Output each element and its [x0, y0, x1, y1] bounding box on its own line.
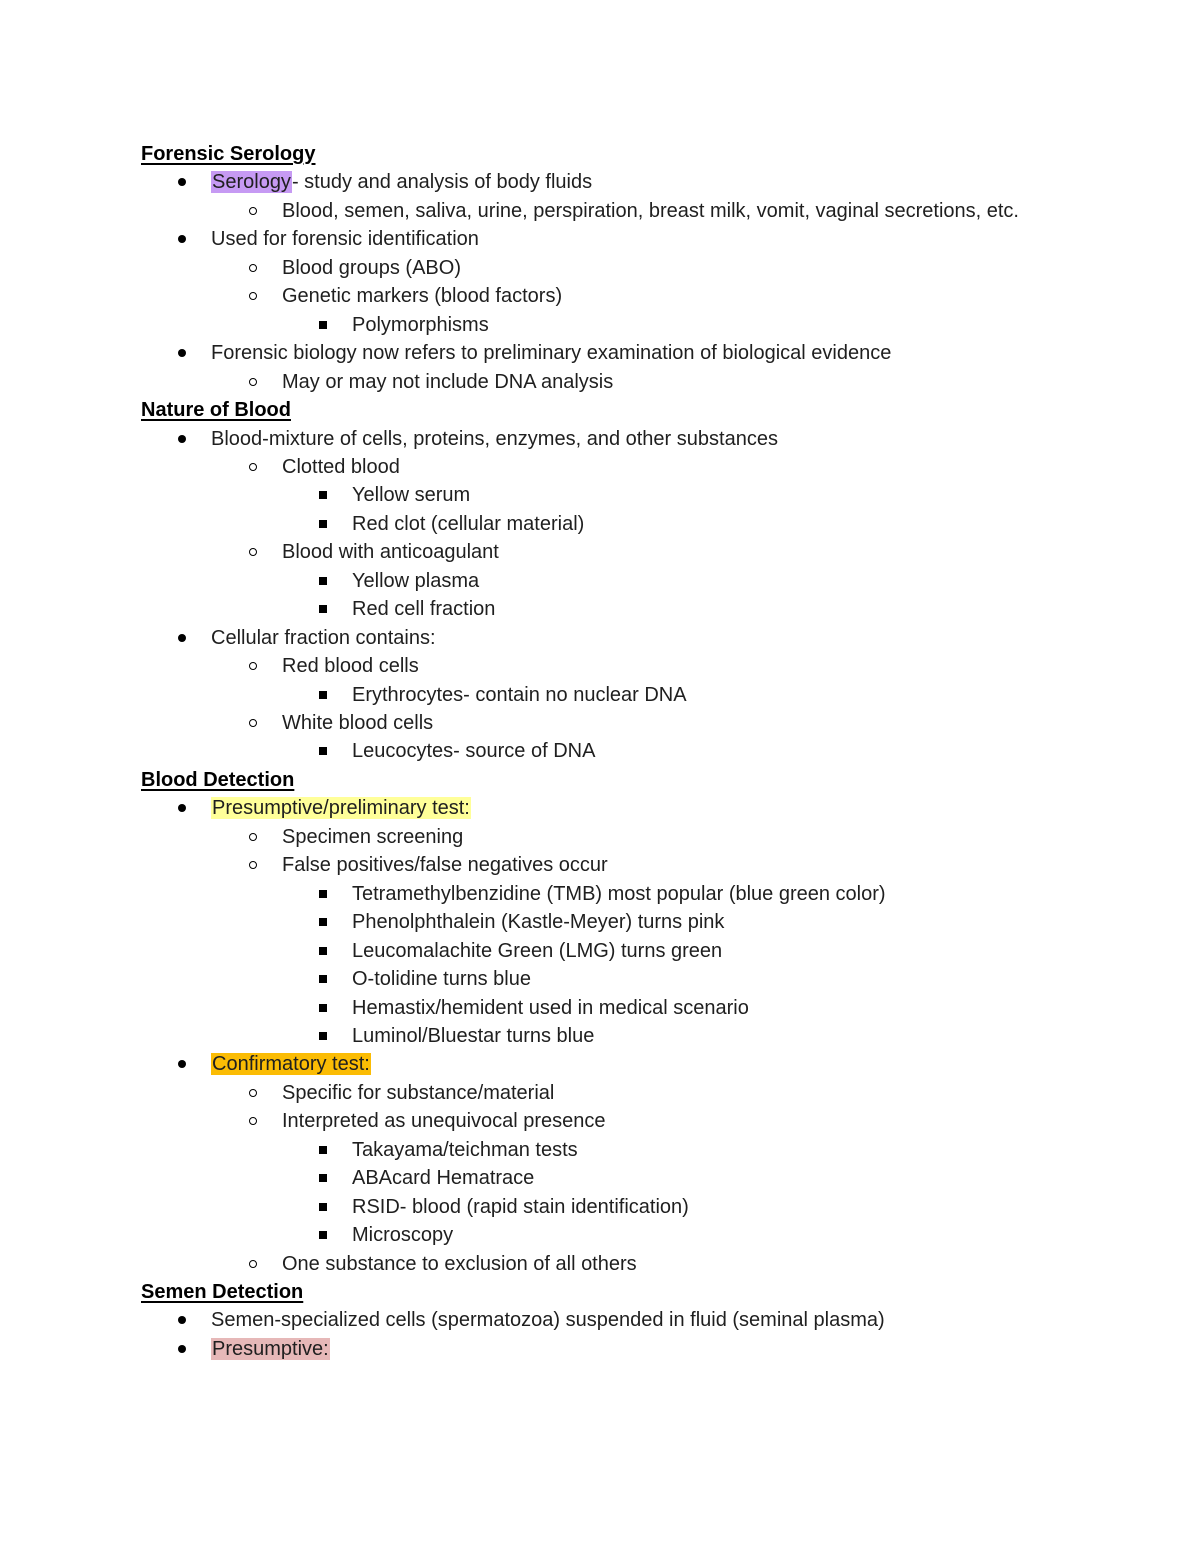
bullet-square-icon: [319, 1203, 327, 1211]
bullet-square-icon: [319, 321, 327, 329]
list-item-text: Genetic markers (blood factors): [282, 285, 563, 308]
bullet-disc-icon: [178, 1345, 186, 1353]
bullet-circle-icon: [249, 292, 257, 300]
highlighted-term: Presumptive/preliminary test:: [212, 797, 470, 820]
list-item: [211, 425, 778, 453]
section-heading: Blood Detection: [141, 768, 295, 791]
list-item: [282, 538, 499, 566]
list-item-text: White blood cells: [282, 712, 434, 734]
section-heading: Semen Detection: [141, 1281, 304, 1303]
list-item-text: Red clot (cellular material): [352, 512, 585, 535]
list-item-text: Specimen screening: [282, 825, 464, 848]
bullet-circle-icon: [249, 463, 257, 471]
list-item: [352, 481, 470, 509]
bullet-circle-icon: [249, 207, 257, 215]
list-item-text: Leucocytes- source of DNA: [352, 740, 596, 763]
bullet-disc-icon: [178, 349, 186, 357]
list-item-text: ABAcard Hematrace: [352, 1167, 535, 1190]
list-item: [282, 453, 400, 481]
list-item: [352, 1193, 689, 1221]
list-item-text: Blood groups (ABO): [282, 256, 461, 279]
list-item-text: Blood with anticoagulant: [282, 541, 499, 564]
list-item: [211, 794, 471, 822]
bullet-circle-icon: [249, 719, 257, 727]
list-item-text: Takayama/teichman tests: [352, 1138, 578, 1161]
list-item: [352, 937, 722, 965]
list-item-text: False positives/false negatives occur: [282, 854, 608, 877]
list-item: [352, 994, 749, 1022]
list-item: [211, 624, 436, 652]
bullet-circle-icon: [249, 662, 257, 670]
list-item-text: - study and analysis of body fluids: [291, 171, 593, 194]
list-item-text: O-tolidine turns blue: [352, 968, 531, 991]
list-item-text: Hemastix/hemident used in medical scenario: [352, 996, 749, 1019]
list-item: [282, 1250, 637, 1278]
bullet-square-icon: [319, 491, 327, 499]
list-item-text: Polymorphisms: [352, 313, 489, 336]
list-item: [211, 1335, 330, 1363]
bullet-square-icon: [319, 1174, 327, 1182]
list-item: [211, 1050, 371, 1078]
list-item-text: Microscopy: [352, 1224, 454, 1247]
list-item: [352, 1164, 534, 1192]
bullet-square-icon: [319, 1032, 327, 1040]
list-item-text: Forensic biology now refers to preliminary examination of biological evidence: [211, 342, 892, 365]
bullet-square-icon: [319, 605, 327, 613]
list-item: [282, 652, 419, 680]
bullet-square-icon: [319, 975, 327, 983]
list-item: [211, 225, 479, 253]
list-item: [282, 709, 433, 737]
bullet-square-icon: [319, 577, 327, 585]
list-item: [352, 1221, 453, 1249]
bullet-square-icon: [319, 890, 327, 898]
list-item: [211, 1306, 885, 1334]
bullet-square-icon: [319, 691, 327, 699]
highlighted-term: Confirmatory test:: [212, 1053, 370, 1076]
bullet-disc-icon: [178, 1060, 186, 1068]
bullet-disc-icon: [178, 435, 186, 443]
list-item-text: May or may not include DNA analysis: [282, 370, 614, 393]
bullet-circle-icon: [249, 378, 257, 386]
list-item-text: Yellow serum: [352, 484, 471, 507]
bullet-disc-icon: [178, 235, 186, 243]
list-item-text: Blood, semen, saliva, urine, perspiration, breast milk, vomit, vaginal secretions, etc.: [282, 199, 1019, 222]
bullet-disc-icon: [178, 634, 186, 642]
list-item: [352, 908, 724, 936]
bullet-disc-icon: [178, 178, 186, 186]
list-item: [211, 339, 891, 367]
list-item: [352, 311, 489, 339]
bullet-square-icon: [319, 918, 327, 926]
list-item-text: Yellow plasma: [352, 569, 480, 592]
list-item-text: Interpreted as unequivocal presence: [282, 1110, 606, 1133]
list-item: [352, 1136, 578, 1164]
bullet-disc-icon: [178, 804, 186, 812]
list-item-text: Tetramethylbenzidine (TMB) most popular (blue green color): [352, 882, 886, 905]
list-item: [282, 851, 608, 879]
list-item-text: Luminol/Bluestar turns blue: [352, 1024, 595, 1047]
list-item: [352, 567, 479, 595]
list-item-text: Used for forensic identification: [211, 228, 479, 251]
list-item: [282, 197, 1019, 225]
highlighted-term: Presumptive:: [212, 1337, 329, 1360]
bullet-circle-icon: [249, 1260, 257, 1268]
bullet-circle-icon: [249, 1089, 257, 1097]
list-item-text: Cellular fraction contains:: [211, 626, 436, 649]
bullet-circle-icon: [249, 548, 257, 556]
list-item: [352, 1022, 594, 1050]
bullet-square-icon: [319, 1146, 327, 1154]
bullet-circle-icon: [249, 861, 257, 869]
list-item: [282, 1079, 554, 1107]
list-item: [211, 168, 592, 196]
list-item: [352, 965, 531, 993]
highlighted-term: Serology: [212, 171, 291, 194]
list-item: [282, 823, 463, 851]
list-item-text: One substance to exclusion of all others: [282, 1252, 637, 1275]
bullet-square-icon: [319, 1231, 327, 1239]
list-item: [282, 254, 461, 282]
list-item-text: Specific for substance/material: [282, 1081, 555, 1104]
bullet-square-icon: [319, 520, 327, 528]
list-item: [352, 510, 584, 538]
list-item-text: RSID- blood (rapid stain identification): [352, 1195, 689, 1218]
list-item: [352, 595, 495, 623]
list-item: [352, 681, 687, 709]
list-item: [282, 1107, 606, 1135]
list-item-text: Leucomalachite Green (LMG) turns green: [352, 939, 723, 962]
list-item-text: Semen-specialized cells (spermatozoa) suspended in fluid (seminal plasma): [211, 1309, 885, 1332]
bullet-circle-icon: [249, 1117, 257, 1125]
list-item-text: Clotted blood: [282, 455, 400, 478]
list-item: [352, 880, 886, 908]
list-item-text: Blood-mixture of cells, proteins, enzymes, and other substances: [211, 427, 778, 450]
bullet-square-icon: [319, 1004, 327, 1012]
list-item: [282, 282, 562, 310]
bullet-disc-icon: [178, 1316, 186, 1324]
list-item: [282, 368, 613, 396]
bullet-square-icon: [319, 947, 327, 955]
bullet-square-icon: [319, 747, 327, 755]
section-heading: Forensic Serology: [141, 143, 316, 165]
list-item-text: Erythrocytes- contain no nuclear DNA: [352, 683, 687, 706]
list-item-text: Red blood cells: [282, 655, 419, 678]
list-item-text: Red cell fraction: [352, 598, 496, 621]
bullet-circle-icon: [249, 833, 257, 841]
bullet-circle-icon: [249, 264, 257, 272]
section-heading: Nature of Blood: [141, 399, 291, 422]
list-item: [352, 737, 595, 765]
list-item-text: Phenolphthalein (Kastle-Meyer) turns pink: [352, 911, 725, 934]
